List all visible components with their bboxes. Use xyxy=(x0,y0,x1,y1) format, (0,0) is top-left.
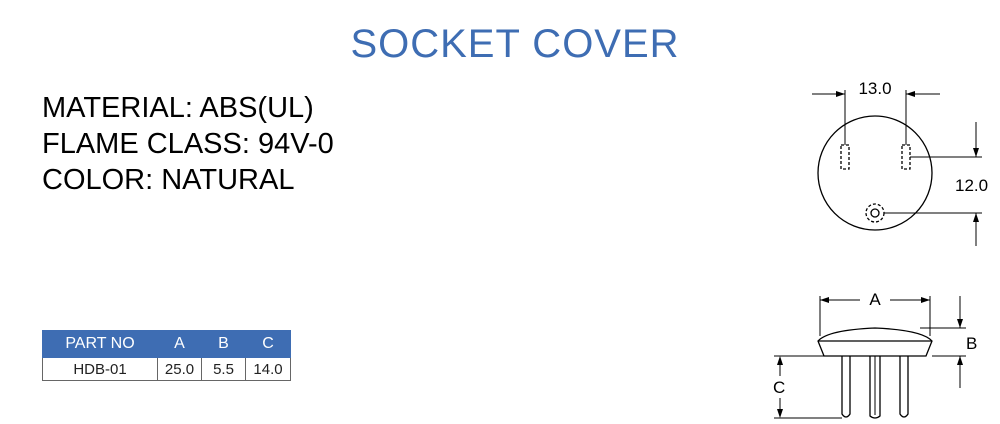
dim-c-label: C xyxy=(773,378,786,397)
dim-b-label: B xyxy=(966,334,978,353)
header-b: B xyxy=(202,331,246,358)
header-a: A xyxy=(158,331,202,358)
arrow-up-icon xyxy=(957,356,963,365)
ground-hole xyxy=(866,204,884,222)
ground-hole-inner xyxy=(871,209,879,217)
arrow-up-icon xyxy=(973,213,979,222)
pin-left xyxy=(842,356,850,417)
spec-flame-class: FLAME CLASS: 94V-0 xyxy=(42,128,334,160)
arrow-right-icon xyxy=(921,297,930,303)
arrow-down-icon xyxy=(957,319,963,328)
cell-b: 5.5 xyxy=(202,358,246,381)
arrow-up-icon xyxy=(777,356,783,365)
pin-slot-right xyxy=(902,145,910,169)
arrow-left-icon xyxy=(906,91,915,97)
spec-material: MATERIAL: ABS(UL) xyxy=(42,92,314,124)
cell-a: 25.0 xyxy=(158,358,202,381)
spec-color: COLOR: NATURAL xyxy=(42,164,295,196)
cap-profile xyxy=(818,328,932,356)
pin-right xyxy=(900,356,908,417)
cell-c: 14.0 xyxy=(246,358,291,381)
side-view xyxy=(774,296,966,418)
header-part-no: PART NO xyxy=(43,331,158,358)
dim-height-label: 12.0 xyxy=(955,176,989,195)
arrow-down-icon xyxy=(973,148,979,157)
page-title: SOCKET COVER xyxy=(350,22,680,66)
top-view xyxy=(812,90,982,246)
dim-a-label: A xyxy=(869,290,881,309)
cell-part-no: HDB-01 xyxy=(43,358,158,381)
pin-slot-left xyxy=(841,145,849,169)
dim-width-label: 13.0 xyxy=(858,79,892,98)
header-c: C xyxy=(246,331,291,358)
arrow-down-icon xyxy=(777,409,783,418)
arrow-right-icon xyxy=(836,91,845,97)
arrow-left-icon xyxy=(820,297,829,303)
